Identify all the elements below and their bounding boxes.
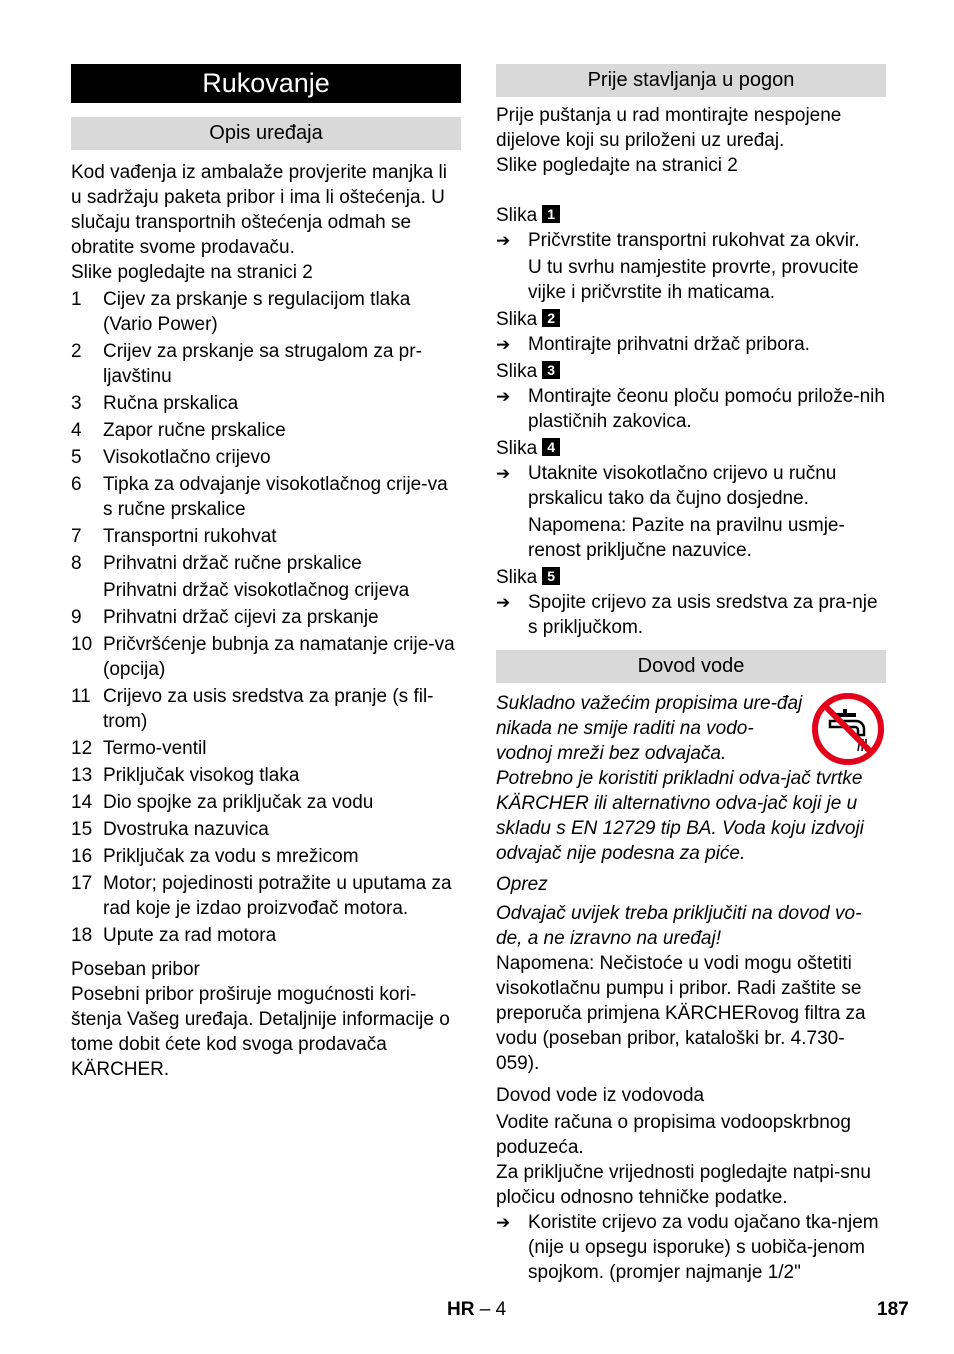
list-item: 2 Crijev za prskanje sa strugalom za pr-ljavštinu: [71, 341, 422, 387]
arrow-right-icon: ➔: [496, 335, 511, 354]
arrow-right-icon: ➔: [496, 231, 511, 250]
figure-label: Slika 3: [496, 359, 886, 384]
tap-supply-heading: Dovod vode iz vodovoda: [496, 1085, 705, 1106]
footer-local-page: – 4: [479, 1299, 507, 1320]
list-item: 18 Upute za rad motora: [71, 925, 277, 946]
instruction-step: ➔ Montirajte prihvatni držač pribora.: [496, 334, 810, 355]
list-item: 8 Prihvatni držač ručne prskalice: [71, 553, 362, 574]
no-direct-tap-connection-icon: [810, 691, 886, 767]
list-item: 15 Dvostruka nazuvica: [71, 819, 269, 840]
water-warning-block: [496, 691, 886, 866]
figure-number-badge: 2: [542, 309, 560, 327]
section-title-water-supply: Dovod vode: [496, 650, 886, 683]
list-item: 4 Zapor ručne prskalice: [71, 420, 286, 441]
list-item: 14 Dio spojke za priključak za vodu: [71, 792, 374, 813]
instruction-step: ➔ Koristite crijevo za vodu ojačano tka-njem (nije u opsegu isporuke) s uobiča-jenom spojkom. (promjer najmanje 1/2": [496, 1212, 879, 1283]
figure-number-badge: 1: [542, 205, 560, 223]
water-regulation-text: Sukladno važećim propisima ure-đaj nikada ne smije raditi na vodo-vodnoj mreži bez odvajača.: [496, 693, 803, 764]
separator-requirement-text: Potrebno je koristiti prikladni odva-jač tvrtke KÄRCHER ili alternativno odva-jač koji je u skladu s EN 12729 tip BA. Voda koju izdvoji odvajač nije podesna za piće.: [496, 768, 864, 864]
arrow-right-icon: ➔: [496, 1213, 511, 1232]
footer-page-number: 187: [877, 1299, 909, 1320]
before-start-figures-reference: Slike pogledajte na stranici 2: [496, 155, 738, 176]
instruction-step: ➔ Utaknite visokotlačno crijevo u ručnu prskalicu tako da čujno dosjedne.: [496, 463, 837, 509]
left-column: [71, 64, 461, 1082]
figure-label: Slika 5: [496, 565, 886, 590]
chapter-title: Rukovanje: [71, 64, 461, 103]
list-item: 16 Priključak za vodu s mrežicom: [71, 846, 359, 867]
caution-text: Odvajač uvijek treba priključiti na dovod vo-de, a ne izravno na uređaj!: [496, 903, 862, 949]
list-item-sub: Prihvatni držač visokotlačnog crijeva: [103, 580, 410, 601]
accessory-text: Posebni pribor proširuje mogućnosti kori-štenja Vašeg uređaja. Detaljnije informacije o tome dobit ćete kod svoga prodavača KÄRCHER.: [71, 984, 450, 1080]
section-title-device-description: Opis uređaja: [71, 117, 461, 150]
component-list: [71, 287, 461, 576]
before-start-intro: Prije puštanja u rad montirajte nespojene dijelove koji su priloženi uz uređaj.: [496, 105, 842, 151]
list-item: 7 Transportni rukohvat: [71, 526, 277, 547]
caution-heading: Oprez: [496, 874, 548, 895]
section-title-before-start: Prije stavljanja u pogon: [496, 64, 886, 97]
instruction-note: Napomena: Pazite na pravilnu usmje-renost priključne nazuvice.: [528, 515, 845, 561]
list-item: 10 Pričvršćenje bubnja za namatanje crije-va (opcija): [71, 634, 455, 680]
tap-supply-text-1: Vodite računa o propisima vodoopskrbnog poduzeća.: [496, 1112, 851, 1158]
list-item: 17 Motor; pojedinosti potražite u uputama za rad koje je izdao proizvođač motora.: [71, 873, 452, 919]
figure-label: Slika 2: [496, 307, 886, 332]
list-item: 3 Ručna prskalica: [71, 393, 239, 414]
water-impurity-note: Napomena: Nečistoće u vodi mogu oštetiti visokotlačnu pumpu i pribor. Radi zaštite se preporuča primjena KÄRCHERovog filtra za vodu (poseban pribor, kataloški br. 4.730-059).: [496, 953, 866, 1074]
instruction-step: ➔ Montirajte čeonu ploču pomoću prilože-nih plastičnih zakovica.: [496, 386, 885, 432]
arrow-right-icon: ➔: [496, 464, 511, 483]
arrow-right-icon: ➔: [496, 387, 511, 406]
instruction-note: U tu svrhu namjestite provrte, provucite vijke i pričvrstite ih maticama.: [528, 257, 859, 303]
footer-language-page: [447, 1297, 506, 1322]
list-item: 9 Prihvatni držač cijevi za prskanje: [71, 607, 379, 628]
instruction-step: ➔ Pričvrstite transportni rukohvat za okvir.: [496, 230, 860, 251]
footer-language: HR: [447, 1299, 475, 1320]
list-item: 5 Visokotlačno crijevo: [71, 447, 271, 468]
arrow-right-icon: ➔: [496, 593, 511, 612]
list-item: 11 Crijevo za usis sredstva za pranje (s fil-trom): [71, 686, 434, 732]
intro-paragraph: Kod vađenja iz ambalaže provjerite manjka li u sadržaju paketa pribor i ima li oštećenja. U slučaju transportnih oštećenja odmah se obratite svome prodavaču.: [71, 162, 447, 258]
accessory-heading: Poseban pribor: [71, 959, 200, 980]
instruction-step: ➔ Spojite crijevo za usis sredstva za pra-nje s priključkom.: [496, 592, 878, 638]
intro-figures-reference: Slike pogledajte na stranici 2: [71, 262, 313, 283]
list-item: 1 Cijev za prskanje s regulacijom tlaka (Vario Power): [71, 289, 411, 335]
component-list-continued: [71, 605, 461, 948]
figure-label: Slika 4: [496, 436, 886, 461]
figure-number-badge: 3: [542, 361, 560, 379]
list-item: 13 Priključak visokog tlaka: [71, 765, 300, 786]
list-item: 12 Termo-ventil: [71, 738, 207, 759]
figure-label: Slika 1: [496, 203, 886, 228]
tap-supply-text-2: Za priključne vrijednosti pogledajte natpi-snu pločicu odnosno tehničke podatke.: [496, 1162, 871, 1208]
list-item: 6 Tipka za odvajanje visokotlačnog crije-va s ručne prskalice: [71, 474, 448, 520]
figure-number-badge: 5: [542, 567, 560, 585]
right-column: [496, 64, 886, 1285]
figure-number-badge: 4: [542, 438, 560, 456]
